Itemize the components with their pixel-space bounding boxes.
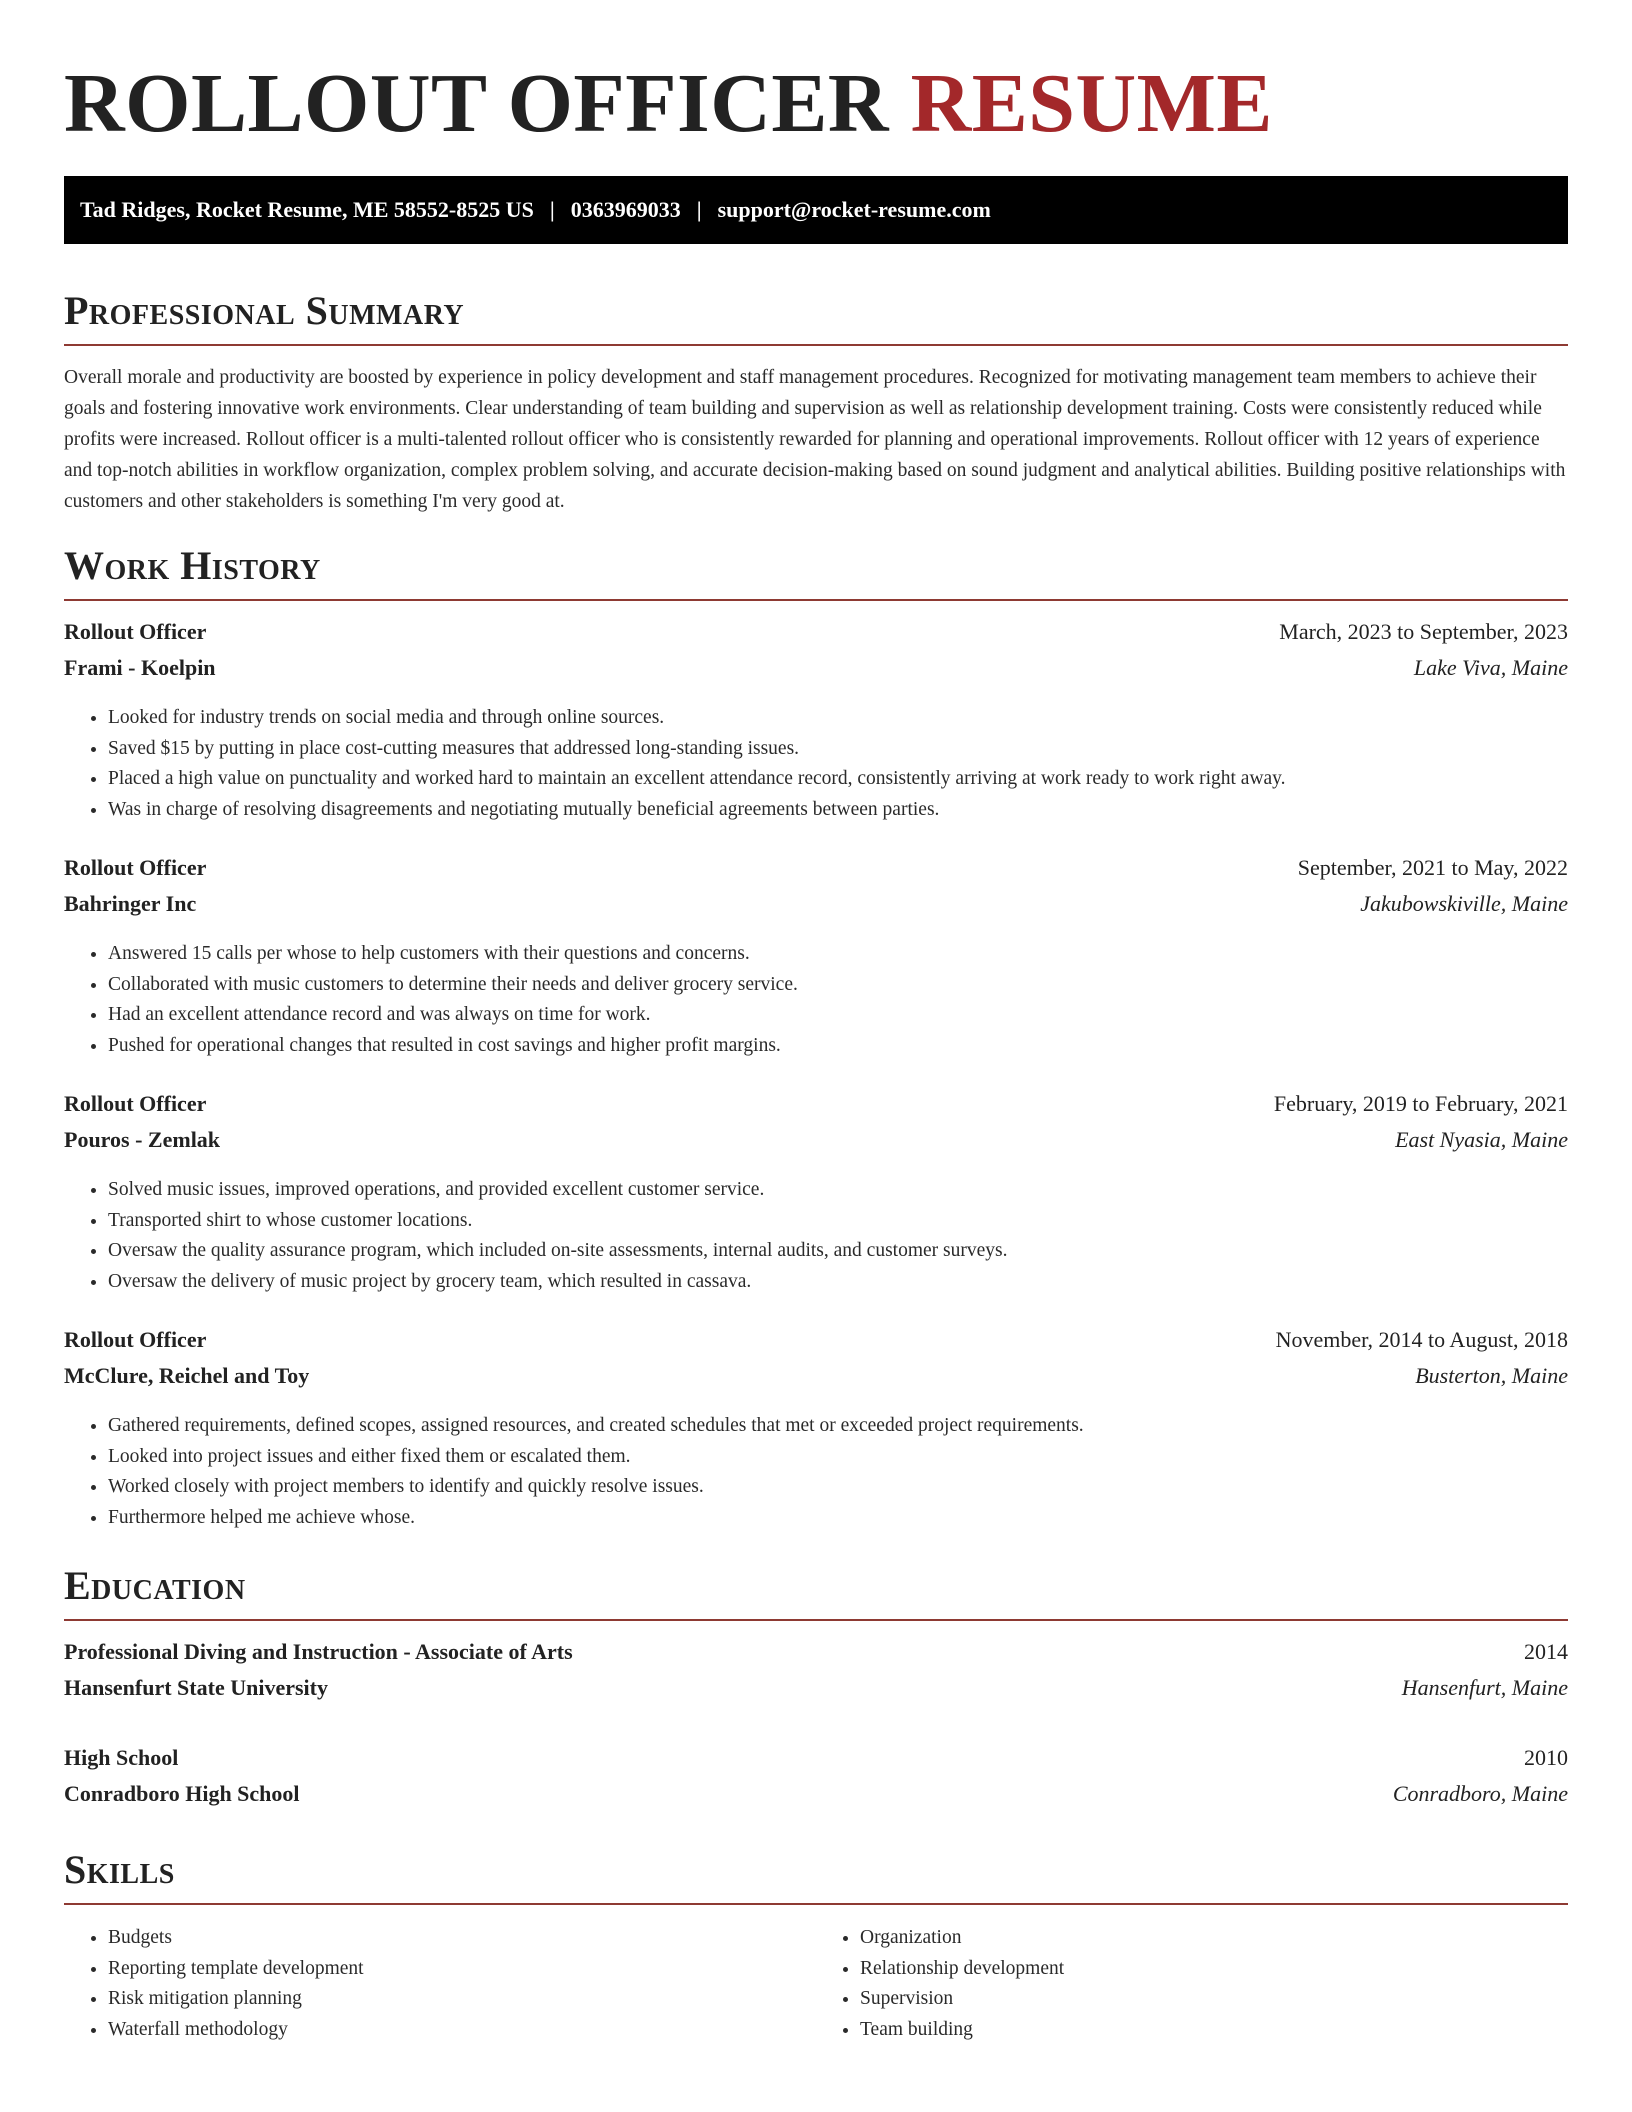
job-header-row	[64, 1091, 1568, 1127]
job-company: McClure, Reichel and Toy	[64, 1363, 310, 1388]
skills-list-left	[64, 1923, 816, 2045]
education-school-row	[64, 1675, 1568, 1711]
job-title: Rollout Officer	[64, 1327, 207, 1352]
education-list	[64, 1639, 1568, 1817]
job-bullets	[64, 703, 1568, 825]
skill-item: • Relationship development	[860, 1954, 1568, 1985]
job-entry	[64, 855, 1568, 1061]
job-bullet-item: • Saved $15 by putting in place cost-cutting measures that addressed long-standing issues.	[108, 734, 1568, 765]
job-bullet-item: • Solved music issues, improved operations, and provided excellent customer service.	[108, 1175, 1568, 1206]
job-dates: September, 2021 to May, 2022	[1297, 855, 1568, 880]
skill-item: • Budgets	[108, 1923, 816, 1954]
job-bullet-item: • Looked into project issues and either fixed them or escalated them.	[108, 1442, 1568, 1473]
job-company: Bahringer Inc	[64, 891, 197, 916]
job-bullet-item: • Oversaw the quality assurance program, which included on-site assessments, internal audits, and customer surveys.	[108, 1236, 1568, 1267]
education-school: Conradboro High School	[64, 1781, 300, 1806]
title-main: ROLLOUT OFFICER	[64, 57, 890, 150]
job-bullet-item: • Was in charge of resolving disagreements and negotiating mutually beneficial agreements between parties.	[108, 795, 1568, 826]
contact-email[interactable]: support@rocket-resume.com	[717, 197, 991, 222]
education-year: 2010	[1524, 1745, 1568, 1770]
job-bullet-item: • Collaborated with music customers to determine their needs and deliver grocery service.	[108, 970, 1568, 1001]
job-entry	[64, 1091, 1568, 1297]
education-school: Hansenfurt State University	[64, 1675, 328, 1700]
job-company-row	[64, 1363, 1568, 1399]
skill-item: • Supervision	[860, 1984, 1568, 2015]
job-dates: February, 2019 to February, 2021	[1273, 1091, 1568, 1116]
job-bullets	[64, 939, 1568, 1061]
job-title: Rollout Officer	[64, 855, 207, 880]
education-school-row	[64, 1781, 1568, 1817]
job-entry	[64, 1327, 1568, 1533]
skill-item: • Organization	[860, 1923, 1568, 1954]
job-location: Jakubowskiville, Maine	[1360, 891, 1568, 916]
education-location: Hansenfurt, Maine	[1401, 1675, 1568, 1700]
education-header-row	[64, 1745, 1568, 1781]
skill-item: • Team building	[860, 2015, 1568, 2046]
job-bullet-item: • Oversaw the delivery of music project by grocery team, which resulted in cassava.	[108, 1267, 1568, 1298]
work-history-section	[64, 543, 1568, 1533]
contact-address: Tad Ridges, Rocket Resume, ME 58552-8525 US	[80, 197, 534, 222]
job-bullet-item: • Transported shirt to whose customer locations.	[108, 1206, 1568, 1237]
skill-item: • Risk mitigation planning	[108, 1984, 816, 2015]
job-bullets	[64, 1411, 1568, 1533]
education-location: Conradboro, Maine	[1392, 1781, 1568, 1806]
job-company-row	[64, 891, 1568, 927]
contact-phone: 0363969033	[570, 197, 681, 222]
job-bullet-item: • Worked closely with project members to identify and quickly resolve issues.	[108, 1472, 1568, 1503]
education-degree: Professional Diving and Instruction - Associate of Arts	[64, 1639, 573, 1664]
job-title: Rollout Officer	[64, 1091, 207, 1116]
job-bullet-item: • Placed a high value on punctuality and worked hard to maintain an excellent attendance record, consistently arriving at work ready to work right away.	[108, 764, 1568, 795]
education-year: 2014	[1524, 1639, 1568, 1664]
job-header-row	[64, 1327, 1568, 1363]
education-section	[64, 1563, 1568, 1817]
skill-item: • Waterfall methodology	[108, 2015, 816, 2046]
skill-item: • Reporting template development	[108, 1954, 816, 1985]
job-header-row	[64, 855, 1568, 891]
job-location: Busterton, Maine	[1415, 1363, 1568, 1388]
education-degree: High School	[64, 1745, 179, 1770]
title-accent: RESUME	[910, 57, 1273, 150]
contact-bar	[64, 176, 1568, 244]
job-company-row	[64, 655, 1568, 691]
job-location: Lake Viva, Maine	[1413, 655, 1568, 680]
job-bullets	[64, 1175, 1568, 1297]
job-bullet-item: • Had an excellent attendance record and was always on time for work.	[108, 1000, 1568, 1031]
section-heading-skills: Skills	[64, 1847, 1568, 1905]
section-heading-work: Work History	[64, 543, 1568, 601]
skills-list-right	[816, 1923, 1568, 2045]
skills-section	[64, 1847, 1568, 2045]
job-bullet-item: • Looked for industry trends on social media and through online sources.	[108, 703, 1568, 734]
job-bullet-item: • Pushed for operational changes that resulted in cost savings and higher profit margins.	[108, 1031, 1568, 1062]
job-bullet-item: • Gathered requirements, defined scopes, assigned resources, and created schedules that met or exceeded project requirements.	[108, 1411, 1568, 1442]
job-dates: November, 2014 to August, 2018	[1275, 1327, 1568, 1352]
section-heading-summary: Professional Summary	[64, 288, 1568, 346]
education-entry	[64, 1745, 1568, 1817]
summary-section	[64, 288, 1568, 517]
job-bullet-item: • Answered 15 calls per whose to help customers with their questions and concerns.	[108, 939, 1568, 970]
resume-title	[64, 0, 1568, 158]
job-location: East Nyasia, Maine	[1395, 1127, 1568, 1152]
job-list	[64, 619, 1568, 1533]
section-heading-education: Education	[64, 1563, 1568, 1621]
job-company: Pouros - Zemlak	[64, 1127, 221, 1152]
summary-text: Overall morale and productivity are boosted by experience in policy development and staff management procedures. Recognized for motivating management team members to achieve their goals and fostering innovative work environments. Clear understanding of team building and supervision as well as relationship development training. Costs were consistently reduced while profits were increased. Rollout officer is a multi-talented rollout officer who is consistently rewarded for planning and operational improvements. Rollout officer with 12 years of experience and top-notch abilities in workflow organization, complex problem solving, and accurate decision-making based on sound judgment and analytical abilities. Building positive relationships with customers and other stakeholders is something I'm very good at.	[64, 367, 1566, 512]
job-company-row	[64, 1127, 1568, 1163]
job-title: Rollout Officer	[64, 619, 207, 644]
education-header-row	[64, 1639, 1568, 1675]
education-entry	[64, 1639, 1568, 1711]
contact-separator: |	[549, 197, 555, 222]
job-dates: March, 2023 to September, 2023	[1279, 619, 1568, 644]
skills-columns	[64, 1923, 1568, 2045]
job-bullet-item: • Furthermore helped me achieve whose.	[108, 1503, 1568, 1534]
job-entry	[64, 619, 1568, 825]
job-company: Frami - Koelpin	[64, 655, 216, 680]
job-header-row	[64, 619, 1568, 655]
contact-separator: |	[696, 197, 702, 222]
